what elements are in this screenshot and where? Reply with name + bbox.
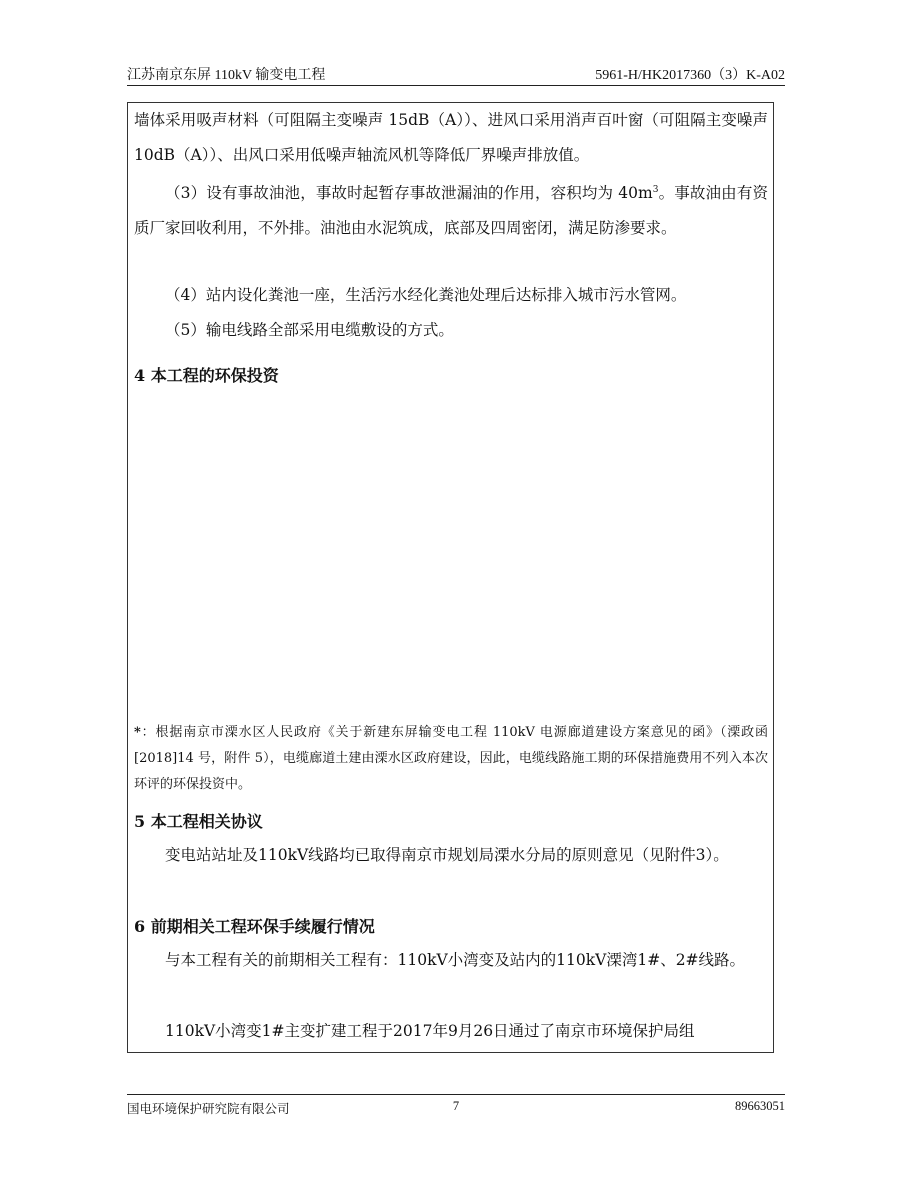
- oil-pool-text: （3）设有事故油池，事故时起暂存事故泄漏油的作用，容积均为 40m: [165, 184, 653, 203]
- page-header: [127, 64, 785, 84]
- paragraph-noise-measures: 墙体采用吸声材料（可阻隔主变噪声 15dB（A））、进风口采用消声百叶窗（可阻隔主变噪声 10dB（A））、出风口采用低噪声轴流风机等降低厂界噪声排放值。: [134, 111, 768, 164]
- header-rule: [127, 85, 785, 86]
- footer-phone: 89663051: [734, 1099, 785, 1113]
- paragraph-agreements: 变电站站址及110kV线路均已取得南京市规划局溧水分局的原则意见（见附件3）。: [165, 846, 729, 864]
- footer-organization: 国电环境保护研究院有限公司: [127, 1102, 290, 1116]
- paragraph-previous-projects: 与本工程有关的前期相关工程有：110kV小湾变及站内的110kV溧湾1#、2#线路。: [165, 951, 746, 969]
- page-footer: [127, 1099, 785, 1117]
- paragraph-septic-tank: （4）站内设化粪池一座，生活污水经化粪池处理后达标排入城市污水管网。: [165, 286, 687, 304]
- section-heading-investment: 4 本工程的环保投资: [134, 366, 279, 385]
- section-heading-previous-projects: 6 前期相关工程环保手续履行情况: [134, 917, 375, 936]
- header-project-title: 江苏南京东屏 110kV 输变电工程: [127, 68, 326, 83]
- paragraph-cable-laying: （5）输电线路全部采用电缆敷设的方式。: [165, 321, 454, 339]
- oil-pool-superscript: 3: [652, 185, 659, 195]
- footer-rule: [127, 1094, 785, 1095]
- footnote-text: ：根据南京市溧水区人民政府《关于新建东屏输变电工程 110kV 电源廊道建设方案意见的函》（溧政函[2018]14 号，附件 5），电缆廊道土建由溧水区政府建设，因此，电缆线路施工期的环保措施费用不列入本次环评的环保投资中。: [134, 725, 768, 792]
- oil-pool-text-rest: 。事故油由有资质厂家回收利用，不外排。油池由水泥筑成，底部及四周密闭，满足防渗要求。: [134, 184, 768, 238]
- footnote-mark: *: [134, 725, 141, 740]
- paragraph-expansion: 110kV小湾变1#主变扩建工程于2017年9月26日通过了南京市环境保护局组: [165, 1022, 695, 1040]
- footnote-corridor: [134, 720, 768, 798]
- header-document-code: 5961-H/HK2017360（3）K-A02: [595, 68, 785, 83]
- footer-page-number: 7: [452, 1099, 460, 1113]
- section-heading-agreements: 5 本工程相关协议: [134, 812, 263, 831]
- paragraph-oil-pool: [134, 173, 768, 246]
